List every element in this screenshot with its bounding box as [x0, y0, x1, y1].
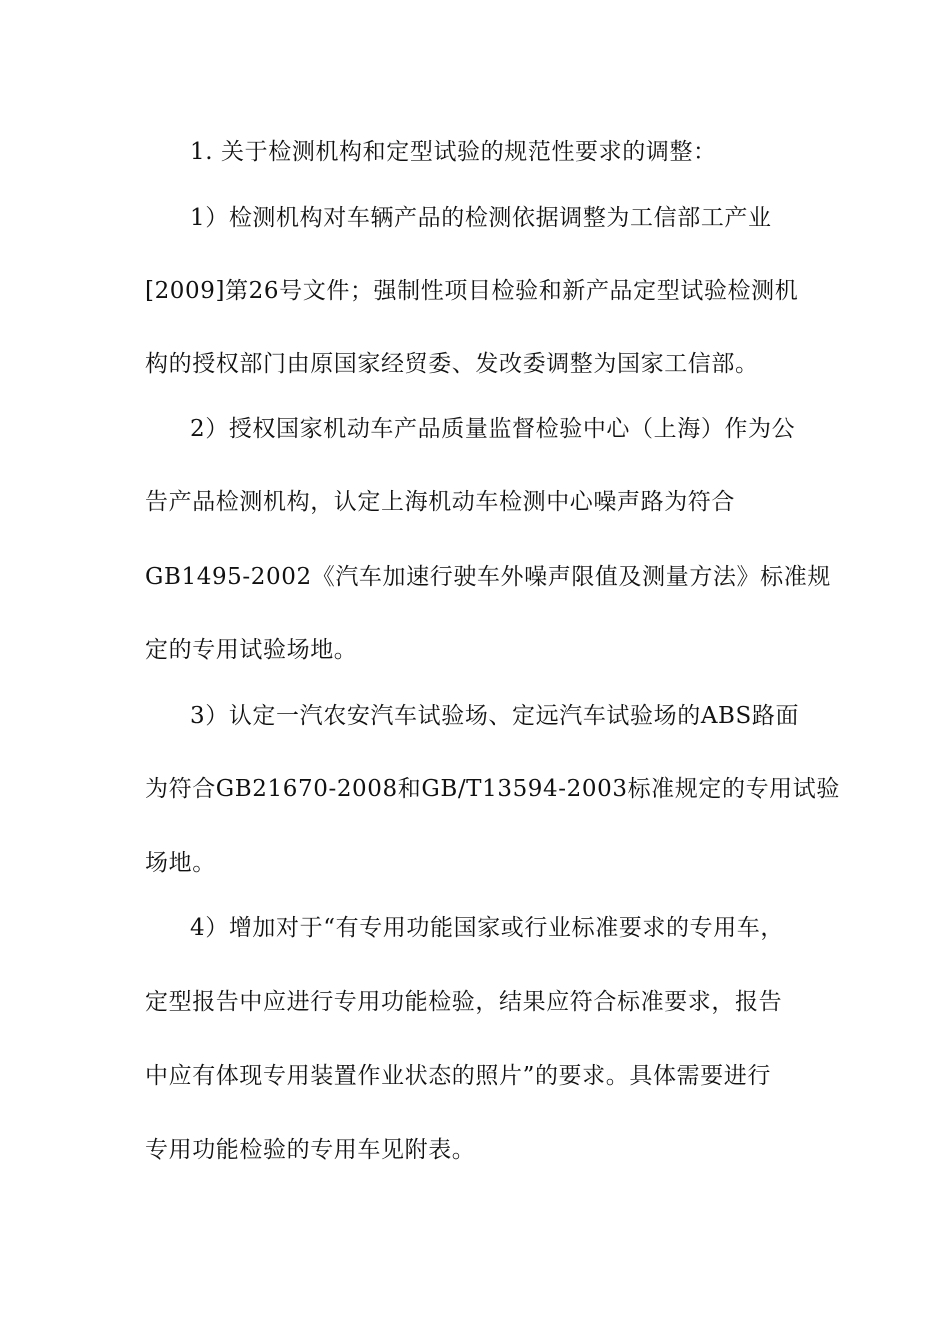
paragraph-line: 1）检测机构对车辆产品的检测依据调整为工信部工产业	[190, 205, 772, 231]
paragraph-line: 构的授权部门由原国家经贸委、发改委调整为国家工信部。	[145, 351, 759, 377]
paragraph-line: 场地。	[145, 850, 216, 876]
section-heading: 1. 关于检测机构和定型试验的规范性要求的调整：	[190, 139, 717, 165]
paragraph-line: 2）授权国家机动车产品质量监督检验中心（上海）作为公	[190, 416, 796, 442]
paragraph-line: 定型报告中应进行专用功能检验，结果应符合标准要求，报告	[145, 989, 783, 1015]
paragraph-line: 定的专用试验场地。	[145, 637, 358, 663]
paragraph-line: 专用功能检验的专用车见附表。	[145, 1137, 476, 1163]
paragraph-line: 为符合GB21670-2008和GB/T13594-2003标准规定的专用试验	[145, 776, 840, 802]
paragraph-line: GB1495-2002《汽车加速行驶车外噪声限值及测量方法》标准规	[145, 564, 831, 590]
paragraph-line: 告产品检测机构，认定上海机动车检测中心噪声路为符合	[145, 489, 735, 515]
paragraph-line: 中应有体现专用装置作业状态的照片”的要求。具体需要进行	[145, 1063, 771, 1089]
paragraph-line: 4）增加对于“有专用功能国家或行业标准要求的专用车，	[190, 915, 784, 941]
paragraph-line: 3）认定一汽农安汽车试验场、定远汽车试验场的ABS路面	[190, 703, 800, 729]
paragraph-line: [2009]第26号文件；强制性项目检验和新产品定型试验检测机	[145, 278, 799, 304]
